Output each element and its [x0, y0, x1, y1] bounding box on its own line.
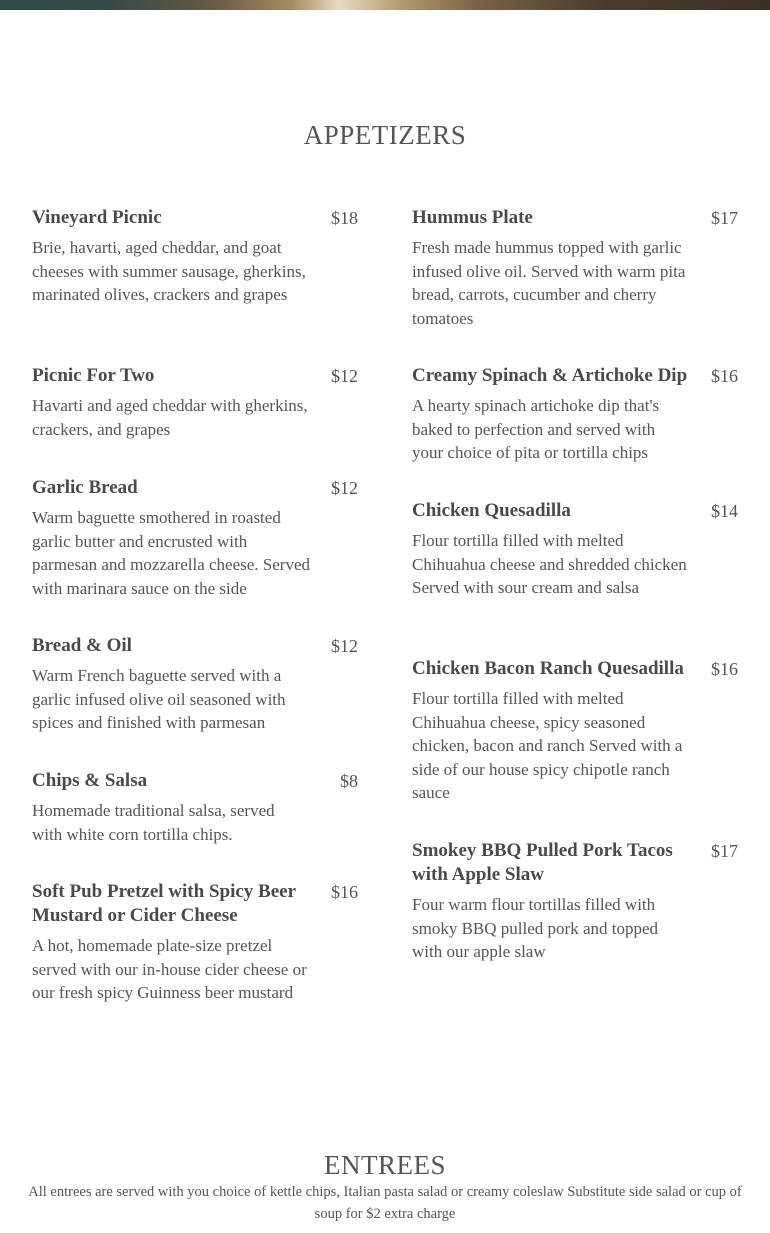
item-price: $12 [331, 366, 358, 386]
menu-item [32, 476, 358, 600]
item-description: Flour tortilla filled with melted Chihuahua cheese and shredded chicken Served with sour cream and salsa [412, 531, 687, 597]
menu-item [32, 769, 358, 846]
menu-item [412, 657, 738, 805]
item-price: $16 [711, 659, 738, 679]
item-description: Homemade traditional salsa, served with white corn tortilla chips. [32, 801, 275, 844]
menu-item [412, 206, 738, 330]
item-name: Vineyard Picnic [32, 207, 162, 228]
item-name: Chicken Quesadilla [412, 500, 571, 521]
item-price: $16 [711, 366, 738, 386]
entrees-heading: ENTREES [324, 1150, 446, 1180]
item-name: Picnic For Two [32, 365, 155, 386]
item-description: A hot, homemade plate-size pretzel served with our in-house cider cheese or our fresh spicy Guinness beer mustard [32, 936, 307, 1002]
item-name: Chips & Salsa [32, 770, 148, 791]
item-price: $8 [340, 771, 358, 791]
item-description: Fresh made hummus topped with garlic infused olive oil. Served with warm pita bread, carrots, cucumber and cherry tomatoes [412, 238, 686, 328]
item-price: $14 [711, 501, 738, 521]
item-description: Flour tortilla filled with melted Chihuahua cheese, spicy seasoned chicken, bacon and ranch Served with a side of our house spicy chipotle ranch sauce [412, 689, 683, 802]
item-name: Garlic Bread [32, 477, 138, 498]
item-price: $12 [331, 636, 358, 656]
item-price: $16 [331, 882, 358, 902]
item-name: Creamy Spinach & Artichoke Dip [412, 365, 688, 386]
item-price: $12 [331, 478, 358, 498]
item-name: Soft Pub Pretzel with Spicy Beer Mustard or Cider Cheese [32, 881, 296, 926]
menu-item [32, 634, 358, 735]
item-description: A hearty spinach artichoke dip that's baked to perfection and served with your choice of pita or tortilla chips [412, 396, 660, 462]
item-description: Warm French baguette served with a garlic infused olive oil seasoned with spices and finished with parmesan [32, 666, 286, 732]
item-name: Hummus Plate [412, 207, 533, 228]
item-name: Chicken Bacon Ranch Quesadilla [412, 658, 684, 679]
item-description: Brie, havarti, aged cheddar, and goat cheeses with summer sausage, gherkins, marinated olives, crackers and grapes [32, 238, 306, 304]
menu-item [412, 499, 738, 600]
menu-item [412, 839, 738, 964]
menu-item [32, 206, 358, 307]
item-price: $17 [711, 208, 738, 228]
appetizers-heading: APPETIZERS [303, 120, 467, 150]
item-price: $17 [711, 841, 738, 861]
menu-item [32, 364, 358, 441]
item-name: Bread & Oil [32, 635, 132, 656]
menu-item [412, 364, 738, 465]
item-description: Four warm flour tortillas filled with smoky BBQ pulled pork and topped with our apple slaw [412, 895, 659, 961]
hero-image-strip [0, 0, 770, 10]
entrees-note: All entrees are served with you choice of kettle chips, Italian pasta salad or creamy coleslaw Substitute side salad or cup of soup for $2 extra charge [28, 1184, 742, 1222]
item-description: Havarti and aged cheddar with gherkins, crackers, and grapes [32, 396, 308, 439]
item-name: Smokey BBQ Pulled Pork Tacos with Apple Slaw [412, 840, 673, 885]
item-price: $18 [331, 208, 358, 228]
item-description: Warm baguette smothered in roasted garlic butter and encrusted with parmesan and mozzarella cheese. Served with marinara sauce on the side [32, 508, 310, 598]
menu-item [32, 880, 358, 1005]
